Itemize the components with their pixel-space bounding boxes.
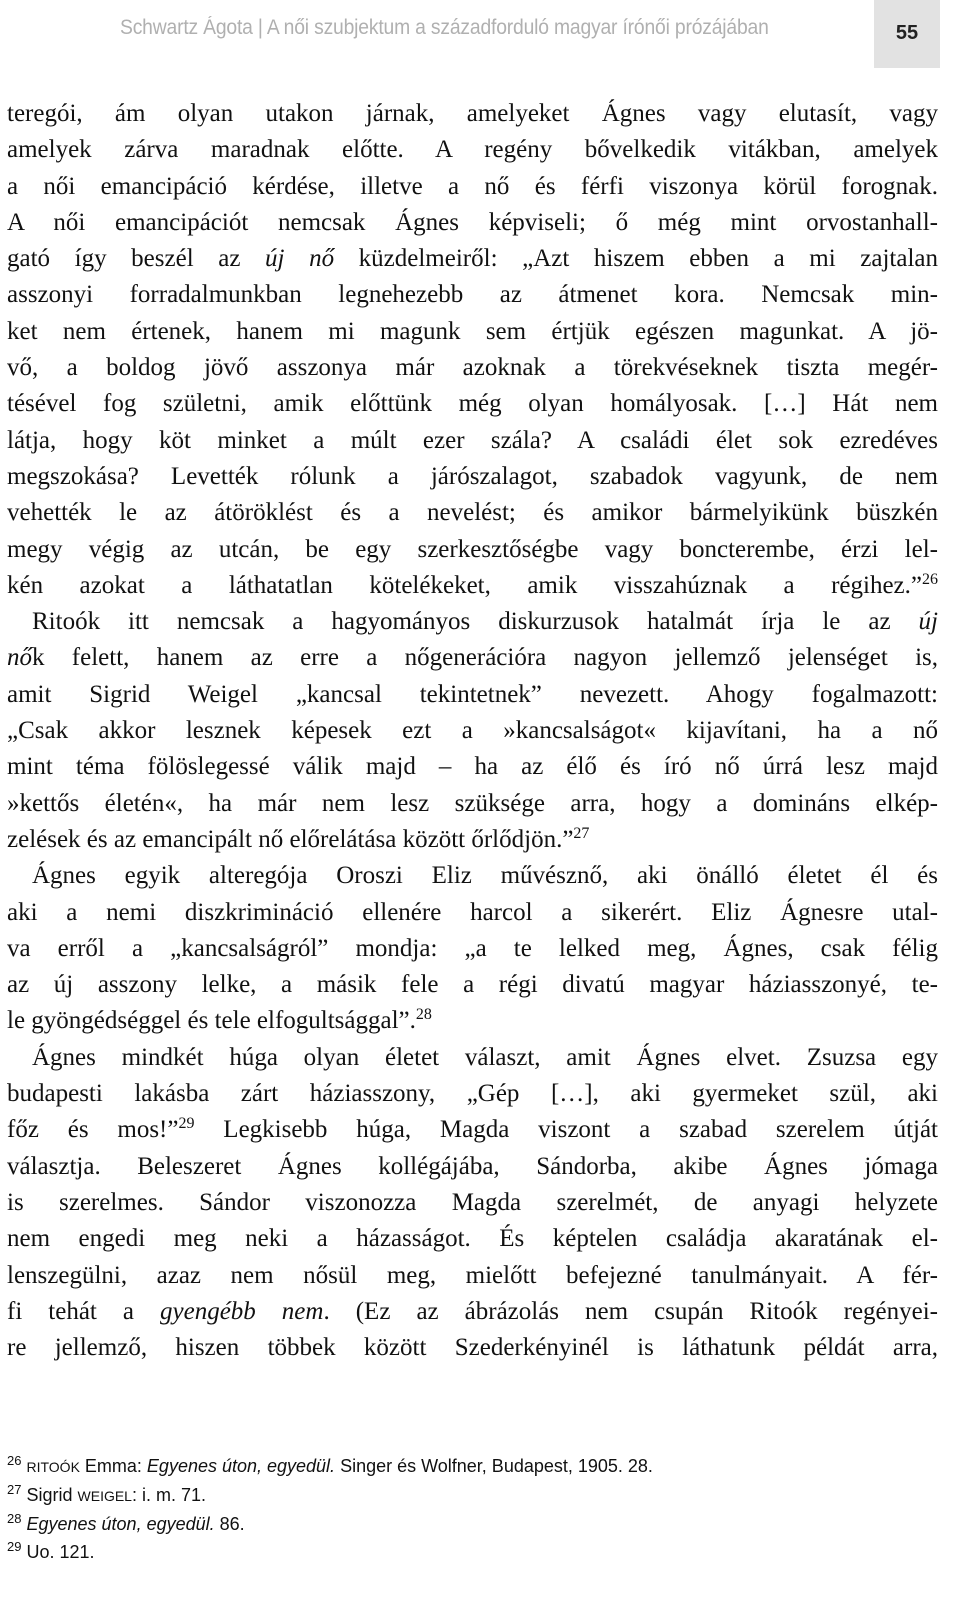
text-line: teregói, ám olyan utakon járnak, amelyeket Ágnes vagy elutasít, vagy [7, 100, 938, 127]
footnote-title: Egyenes úton, egyedül. [146, 1456, 336, 1476]
text-line [7, 640, 938, 676]
text-run: Legkisebb húga, Magda viszont a szabad szerelem útját [194, 1116, 938, 1144]
footnote-28 [7, 1510, 938, 1538]
text-line: budapesti lakásba zárt háziasszony, „Gép […], aki gyermeket szül, aki [7, 1080, 938, 1108]
footnote-ref: 27 [573, 824, 590, 842]
text-line: lenszegülni, azaz nem nősül meg, mielőtt befejezné tanulmányait. A fér- [7, 1261, 938, 1289]
footnote-text: Singer és Wolfner, Budapest, 1905. 28. [335, 1456, 653, 1476]
text-run: fi tehát a [7, 1297, 160, 1325]
footnote-author: WEIGEL [77, 1488, 132, 1504]
emphasis: nő [7, 644, 32, 672]
text-line [7, 822, 938, 858]
text-line: aki a nemi diszkrimináció ellenére harcol a sikerért. Eliz Ágnesre utal- [7, 898, 938, 926]
footnote-ref: 26 [922, 570, 938, 588]
text-run: k felett, hanem az erre a nőgenerációra nagyon jellemző jelenséget is, [32, 644, 938, 672]
footnote-number: 29 [7, 1539, 22, 1554]
page-number-box [874, 0, 940, 68]
footnote-title: Egyenes úton, egyedül. [26, 1514, 215, 1534]
text-line: amelyek zárva maradnak előtte. A regény bővelkedik vitákban, amelyek [7, 136, 938, 164]
footnote-text: Emma: [79, 1456, 147, 1476]
footnote-text: 86. [214, 1514, 245, 1534]
footnote-ref: 28 [415, 1006, 432, 1024]
text-line: va erről a „kancsalságról” mondja: „a te lelked meg, Ágnes, csak félig [7, 934, 938, 962]
text-run: . (Ez az ábrázolás nem csupán Ritoók regényei- [323, 1297, 939, 1325]
text-line: mint téma fölöslegessé válik majd – ha az élő és író nő úrrá lesz majd [7, 753, 938, 781]
footnote-number: 28 [7, 1511, 22, 1526]
text-run: zelések és az emancipált nő előrelátása között őrlődjön.” [7, 825, 574, 853]
text-run: főz és mos!” [7, 1116, 179, 1144]
emphasis: új [918, 608, 938, 636]
text-line [7, 241, 938, 277]
text-line: asszonyi forradalmunkban legnehezebb az átmenet kora. Nemcsak min- [7, 281, 938, 309]
text-line: „Csak akkor lesznek képesek ezt a »kancsalságot« kijavítani, ha a nő [7, 717, 938, 745]
footnote-number: 26 [7, 1453, 22, 1468]
footnote-number: 27 [7, 1482, 22, 1497]
emphasis: új nő [265, 245, 335, 273]
text-run: le gyöngédséggel és tele elfogultsággal”. [7, 1007, 416, 1035]
footnote-text: Uo. 121. [26, 1542, 95, 1562]
text-line: ket nem értenek, hanem mi magunk sem értjük egészen magunkat. A jö- [7, 317, 938, 345]
footnote-ref: 29 [178, 1115, 195, 1133]
text-line [7, 604, 938, 640]
text-line [7, 1112, 938, 1148]
text-line: Ágnes mindkét húga olyan életet választ, amit Ágnes elvet. Zsuzsa egy [32, 1043, 938, 1071]
emphasis: gyengébb nem [160, 1297, 324, 1325]
text-line: is szerelmes. Sándor viszonozza Magda szerelmét, de anyagi helyzete [7, 1188, 938, 1216]
text-line [7, 1294, 938, 1330]
text-line: megy végig az utcán, be egy szerkesztőségbe vagy boncterembe, érzi lel- [7, 535, 938, 563]
text-line [7, 1003, 938, 1039]
text-line: látja, hogy köt minket a múlt ezer szála? A családi élet sok ezredéves [7, 426, 938, 454]
text-line [7, 568, 938, 604]
text-run: gató így beszél az [7, 245, 266, 273]
text-run: küzdelmeiről: „Azt hiszem ebben a mi zajtalan [334, 245, 938, 273]
text-line: »kettős életén«, ha már nem lesz szüksége arra, hogy a domináns elkép- [7, 789, 938, 817]
text-line: Ágnes egyik alteregója Oroszi Eliz művésznő, aki önálló életet él és [32, 862, 938, 890]
running-head: Schwartz Ágota | A női szubjektum a századforduló magyar írónői prózájában [120, 16, 769, 39]
text-line: A női emancipációt nemcsak Ágnes képviseli; ő még mint orvostanhall- [7, 208, 938, 236]
text-line: tésével fog születni, amik előttünk még olyan homályosak. […] Hát nem [7, 390, 938, 418]
page-header [0, 0, 960, 70]
footnote-text: : i. m. 71. [131, 1485, 207, 1505]
footnotes [7, 1452, 938, 1566]
text-line: re jellemző, hiszen többek között Szederkényinél is láthatunk példát arra, [7, 1334, 938, 1362]
footnote-26 [7, 1452, 938, 1481]
page-number: 55 [895, 22, 919, 44]
text-line: amit Sigrid Weigel „kancsal tekintetnek” nevezett. Ahogy fogalmazott: [7, 680, 938, 708]
text-line: választja. Beleszeret Ágnes kollégájába, Sándorba, akibe Ágnes jómaga [7, 1152, 938, 1180]
text-line: megszokása? Levették rólunk a járószalagot, szabadok vagyunk, de nem [7, 462, 938, 490]
footnote-27 [7, 1481, 938, 1510]
footnote-29 [7, 1538, 938, 1566]
footnote-text: Sigrid [26, 1485, 78, 1505]
text-line: nem engedi meg neki a házasságot. És képtelen családja akaratának el- [7, 1225, 938, 1253]
footnote-author: RITOÓK [26, 1459, 80, 1475]
text-line: a női emancipáció kérdése, illetve a nő és férfi viszonya körül forognak. [7, 172, 938, 200]
text-line: vő, a boldog jövő asszonya már azoknak a törekvéseknek tiszta megér- [7, 354, 938, 382]
text-run: Ritoók itt nemcsak a hagyományos diskurzusok hatalmát írja le az [32, 608, 919, 636]
text-line: vehették le az átöröklést és a nevelést; és amikor bármelyikünk büszkén [7, 499, 938, 527]
text-run: kén azokat a láthatatlan kötelékeket, amik visszahúznak a régihez.” [7, 571, 922, 599]
text-line: az új asszony lelke, a másik fele a régi divatú magyar háziasszonyé, te- [7, 971, 938, 999]
main-text [7, 96, 938, 1366]
